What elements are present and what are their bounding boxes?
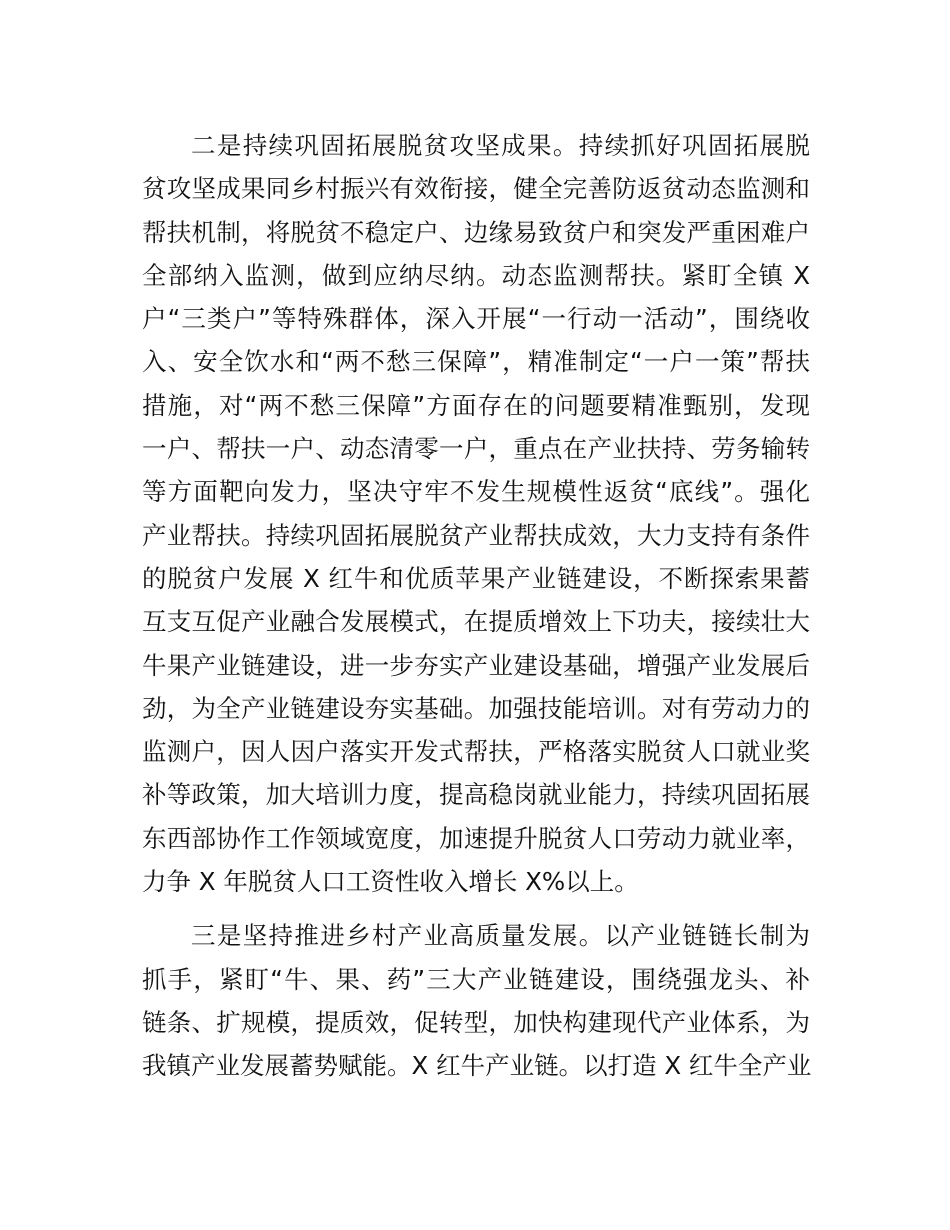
paragraph-line: 三是坚持推进乡村产业高质量发展。以产业链链长制为 (191, 921, 810, 951)
paragraph-line: 帮扶机制，将脱贫不稳定户、边缘易致贫户和突发严重困难户 (142, 217, 810, 247)
paragraph-rural-industry (142, 914, 810, 1087)
paragraph-line: 补等政策，加大培训力度，提高稳岗就业能力，持续巩固拓展 (142, 780, 810, 810)
paragraph-line: 抓手，紧盯“牛、果、药”三大产业链建设，围绕强龙头、补 (142, 964, 810, 994)
paragraph-line: 贫攻坚成果同乡村振兴有效衔接，健全完善防返贫动态监测和 (142, 174, 810, 204)
paragraph-line: 全部纳入监测，做到应纳尽纳。动态监测帮扶。紧盯全镇 X (142, 260, 810, 290)
paragraph-line: 牛果产业链建设，进一步夯实产业建设基础，增强产业发展后 (142, 650, 810, 680)
paragraph-poverty-alleviation (142, 124, 810, 903)
paragraph-line: 一户、帮扶一户、动态清零一户，重点在产业扶持、劳务输转 (142, 434, 810, 464)
paragraph-line: 产业帮扶。持续巩固拓展脱贫产业帮扶成效，大力支持有条件 (142, 520, 810, 550)
paragraph-line: 的脱贫户发展 X 红牛和优质苹果产业链建设，不断探索果蓄 (142, 563, 810, 593)
paragraph-line: 我镇产业发展蓄势赋能。X 红牛产业链。以打造 X 红牛全产业 (142, 1051, 812, 1081)
paragraph-line: 等方面靶向发力，坚决守牢不发生规模性返贫“底线”。强化 (142, 477, 810, 507)
paragraph-line: 东西部协作工作领域宽度，加速提升脱贫人口劳动力就业率， (142, 823, 810, 853)
paragraph-line: 力争 X 年脱贫人口工资性收入增长 X%以上。 (142, 867, 639, 897)
paragraph-line: 户“三类户”等特殊群体，深入开展“一行动一活动”，围绕收 (142, 304, 810, 334)
document-body (142, 124, 810, 1088)
paragraph-line: 劲，为全产业链建设夯实基础。加强技能培训。对有劳动力的 (142, 693, 810, 723)
paragraph-line: 入、安全饮水和“两不愁三保障”，精准制定“一户一策”帮扶 (142, 347, 810, 377)
paragraph-line: 互支互促产业融合发展模式，在提质增效上下功夫，接续壮大 (142, 607, 810, 637)
paragraph-line: 措施，对“两不愁三保障”方面存在的问题要精准甄别，发现 (142, 390, 810, 420)
paragraph-line: 监测户，因人因户落实开发式帮扶，严格落实脱贫人口就业奖 (142, 737, 810, 767)
paragraph-line: 链条、扩规模，提质效，促转型，加快构建现代产业体系，为 (142, 1007, 810, 1037)
paragraph-line: 二是持续巩固拓展脱贫攻坚成果。持续抓好巩固拓展脱 (191, 131, 810, 160)
paragraph-spacer (142, 903, 810, 914)
